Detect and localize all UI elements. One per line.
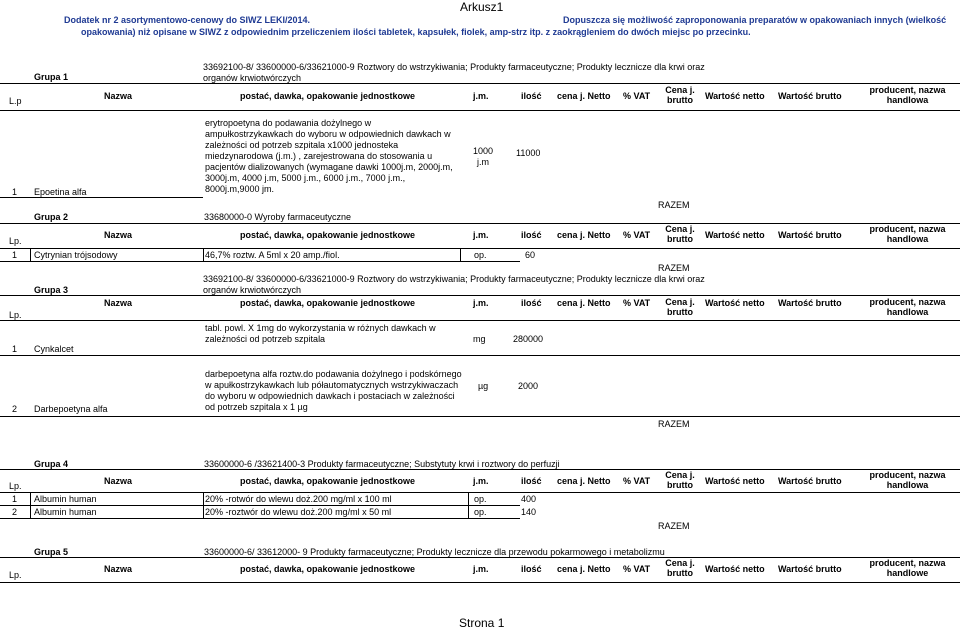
group3-col-ilosc: ilość — [521, 298, 542, 308]
group3-label: Grupa 3 — [34, 285, 69, 295]
group4-item1-postac: 20% -rotwór do wlewu doż.200 mg/ml x 100 ml — [205, 494, 392, 504]
group2-item1-ilosc: 60 — [525, 250, 536, 260]
group4-col-lp: Lp. — [9, 481, 22, 491]
group4-col-nazwa: Nazwa — [104, 476, 133, 486]
group5-col-lp: Lp. — [9, 570, 22, 580]
group2-item1-nazwa: Cytrynian trójsodowy — [34, 250, 118, 260]
group3-row2-bottom-border — [0, 416, 960, 417]
group1-item1-nazwa: Epoetina alfa — [34, 187, 87, 197]
group4-col-wartosc-netto: Wartość netto — [705, 476, 765, 486]
group3-item2-postac: darbepoetyna alfa roztw.do podawania dożylnego i podskórnego w apułkostrzykawkach lub półautomatycznych wstrzykiwaczach do wyboru w odpowiednich dawkach i postaciach w zależności od potrzeb szpitala x 1 µg — [205, 369, 462, 412]
group2-col-vat: % VAT — [623, 230, 651, 240]
group1-item1-ilosc: 11000 — [516, 148, 541, 158]
group1-item1-postac: erytropoetyna do podawania dożylnego w ampułkostrzykawkach do wyboru w odpowiednich dawkach w zależności od potrzeb szpitala x1000 jednosteka miedzynarodowa (j.m.) , zarejestrowana do stosowania u pacjentów dializowanych (wymagane dawki 1000j.m, 2000j.m, 3000j.m, 4000 j.m, 5000 j.m., 6000 j.m., 7000 j.m., 8000j.m,9000 jm. — [205, 118, 453, 194]
group3-col-wartosc-brutto: Wartość brutto — [778, 298, 842, 308]
group4-row1-bottom-border — [0, 505, 520, 506]
group5-col-wartosc-brutto: Wartość brutto — [778, 564, 842, 574]
group3-item2-nazwa: Darbepoetyna alfa — [34, 404, 108, 414]
group4-col-cena-netto: cena j. Netto — [557, 476, 611, 486]
group5-col-ilosc: ilość — [521, 564, 542, 574]
group5-col-postac: postać, dawka, opakowanie jednostkowe — [240, 564, 416, 574]
group4-item2-nazwa: Albumin human — [34, 507, 97, 517]
group4-code: 33600000-6 /33621400-3 Produkty farmaceutyczne; Substytuty krwi i roztwory do perfuzji — [204, 459, 560, 469]
group1-col-wartosc-netto: Wartość netto — [705, 91, 765, 101]
group5-col-producent: producent, nazwa handlowe — [869, 558, 946, 578]
group2-row-bottom-border — [0, 261, 520, 262]
group4-col-jm: j.m. — [473, 476, 489, 486]
document-title: Dodatek nr 2 asortymentowo-cenowy do SIWZ LEKI/2014. — [64, 15, 311, 25]
group1-razem: RAZEM — [658, 200, 690, 210]
group2-col-wartosc-brutto: Wartość brutto — [778, 230, 842, 240]
group3-col-postac: postać, dawka, opakowanie jednostkowe — [240, 298, 416, 308]
group1-item1-jm: 1000 j.m — [472, 146, 494, 167]
group5-label: Grupa 5 — [34, 547, 69, 557]
group3-item2-lp: 2 — [12, 404, 18, 414]
group2-item1-postac: 46,7% roztw. A 5ml x 20 amp./fiol. — [205, 250, 340, 260]
group2-item1-jm: op. — [474, 250, 487, 260]
group5-code: 33600000-6/ 33612000- 9 Produkty farmaceutyczne; Produkty lecznicze dla przewodu pokarmowego i metabolizmu — [204, 547, 665, 557]
group1-code-line2: organów krwiotwórczych — [203, 73, 302, 83]
group3-col-jm: j.m. — [473, 298, 489, 308]
group1-col-ilosc: ilość — [521, 91, 542, 101]
group1-col-cena-brutto: Cena j. brutto — [665, 85, 695, 105]
group3-code-line1: 33692100-8/ 33600000-6/33621000-9 Roztwory do wstrzykiwania; Produkty farmaceutyczne; Produkty lecznicze dla krwi oraz — [203, 274, 705, 284]
group3-code-line2: organów krwiotwórczych — [203, 285, 302, 295]
group2-col-producent: producent, nazwa handlowa — [869, 224, 946, 244]
group5-col-jm: j.m. — [473, 564, 489, 574]
group4-row-divider-nazwa — [203, 493, 204, 518]
group2-label: Grupa 2 — [34, 212, 69, 222]
header-note-line2: opakowania) niż opisane w SIWZ z odpowiednim przeliczeniem ilości tabletek, kapsułek, fiolek, amp-strz itp. z zaokrągleniem do dwóch miejsc po przecinku. — [81, 27, 751, 37]
group4-header-top-border — [0, 469, 960, 470]
group4-row2-bottom-border — [0, 518, 520, 519]
group3-header-bottom-border — [0, 320, 960, 321]
group2-item1-lp: 1 — [12, 250, 18, 260]
group5-header-top-border — [0, 557, 960, 558]
group2-col-nazwa: Nazwa — [104, 230, 133, 240]
sheet-title: Arkusz1 — [460, 0, 504, 14]
group2-col-cena-netto: cena j. Netto — [557, 230, 611, 240]
group3-col-lp: Lp. — [9, 310, 22, 320]
group4-item1-nazwa: Albumin human — [34, 494, 97, 504]
group4-item2-jm: op. — [474, 507, 487, 517]
group2-row-divider-postac — [460, 249, 461, 261]
group1-col-postac: postać, dawka, opakowanie jednostkowe — [240, 91, 416, 101]
group4-header-bottom-border — [0, 492, 960, 493]
group1-col-nazwa: Nazwa — [104, 91, 133, 101]
group1-col-wartosc-brutto: Wartość brutto — [778, 91, 842, 101]
group3-col-cena-brutto: Cena j. brutto — [665, 297, 695, 317]
header-note-line1: Dopuszcza się możliwość zaproponowania preparatów w opakowaniach innych (wielkość — [563, 15, 947, 25]
group3-item1-jm: mg — [473, 334, 486, 344]
group5-col-cena-netto: cena j. Netto — [557, 564, 611, 574]
group2-col-postac: postać, dawka, opakowanie jednostkowe — [240, 230, 416, 240]
group2-col-cena-brutto: Cena j. brutto — [665, 224, 695, 244]
group1-col-jm: j.m. — [473, 91, 489, 101]
group3-col-nazwa: Nazwa — [104, 298, 133, 308]
group1-header-bottom-border — [0, 110, 960, 111]
group4-col-vat: % VAT — [623, 476, 651, 486]
group5-col-wartosc-netto: Wartość netto — [705, 564, 765, 574]
group2-col-jm: j.m. — [473, 230, 489, 240]
group3-item1-nazwa: Cynkalcet — [34, 344, 74, 354]
group1-row-bottom-border — [0, 197, 203, 198]
group4-col-postac: postać, dawka, opakowanie jednostkowe — [240, 476, 416, 486]
group3-razem: RAZEM — [658, 419, 690, 429]
group3-item1-postac: tabl. powl. X 1mg do wykorzystania w różnych dawkach w zależności od potrzeb szpitala — [205, 323, 436, 344]
group5-col-nazwa: Nazwa — [104, 564, 133, 574]
group1-header-top-border — [0, 83, 960, 84]
group1-label: Grupa 1 — [34, 72, 69, 82]
group5-col-vat: % VAT — [623, 564, 651, 574]
group3-header-top-border — [0, 295, 960, 296]
group3-col-vat: % VAT — [623, 298, 651, 308]
group3-item2-jm: µg — [478, 381, 489, 391]
group5-header-bottom-border — [0, 582, 960, 583]
group1-col-lp: L.p — [9, 96, 22, 106]
group3-row1-bottom-border — [0, 355, 960, 356]
group4-col-wartosc-brutto: Wartość brutto — [778, 476, 842, 486]
group2-col-ilosc: ilość — [521, 230, 542, 240]
group1-col-producent: producent, nazwa handlowa — [869, 85, 946, 105]
group5-col-cena-brutto: Cena j. brutto — [665, 558, 695, 578]
group2-col-lp: Lp. — [9, 236, 22, 246]
group4-item1-lp: 1 — [12, 494, 18, 504]
group4-item2-ilosc: 140 — [521, 507, 537, 517]
group4-row-divider-lp — [30, 493, 31, 518]
group4-col-cena-brutto: Cena j. brutto — [665, 470, 695, 490]
group3-col-wartosc-netto: Wartość netto — [705, 298, 765, 308]
group2-header-top-border — [0, 223, 960, 224]
group4-item1-ilosc: 400 — [521, 494, 537, 504]
group4-label: Grupa 4 — [34, 459, 69, 469]
group4-item1-jm: op. — [474, 494, 487, 504]
group1-code-line1: 33692100-8/ 33600000-6/33621000-9 Roztwory do wstrzykiwania; Produkty farmaceutyczne; Produkty lecznicze dla krwi oraz — [203, 62, 705, 72]
group2-razem: RAZEM — [658, 263, 690, 273]
group4-col-ilosc: ilość — [521, 476, 542, 486]
group1-col-vat: % VAT — [623, 91, 651, 101]
group3-item1-lp: 1 — [12, 344, 18, 354]
group3-item1-ilosc: 280000 — [513, 334, 544, 344]
group3-col-producent: producent, nazwa handlowa — [869, 297, 946, 317]
group2-row-divider-lp — [30, 249, 31, 261]
group3-item2-ilosc: 2000 — [518, 381, 539, 391]
group2-header-bottom-border — [0, 248, 960, 249]
group2-code: 33680000-0 Wyroby farmaceutyczne — [204, 212, 351, 222]
group4-item2-postac: 20% -roztwór do wlewu doż.200 mg/ml x 50 ml — [205, 507, 392, 517]
group2-col-wartosc-netto: Wartość netto — [705, 230, 765, 240]
group4-row-divider-postac — [468, 493, 469, 518]
group1-col-cena-netto: cena j. Netto — [557, 91, 611, 101]
page-footer: Strona 1 — [459, 616, 505, 630]
group4-item2-lp: 2 — [12, 507, 18, 517]
group4-razem: RAZEM — [658, 521, 690, 531]
group4-col-producent: producent, nazwa handlowa — [869, 470, 946, 490]
group2-row-divider-nazwa — [203, 249, 204, 261]
group1-item1-lp: 1 — [12, 187, 18, 197]
group3-col-cena-netto: cena j. Netto — [557, 298, 611, 308]
